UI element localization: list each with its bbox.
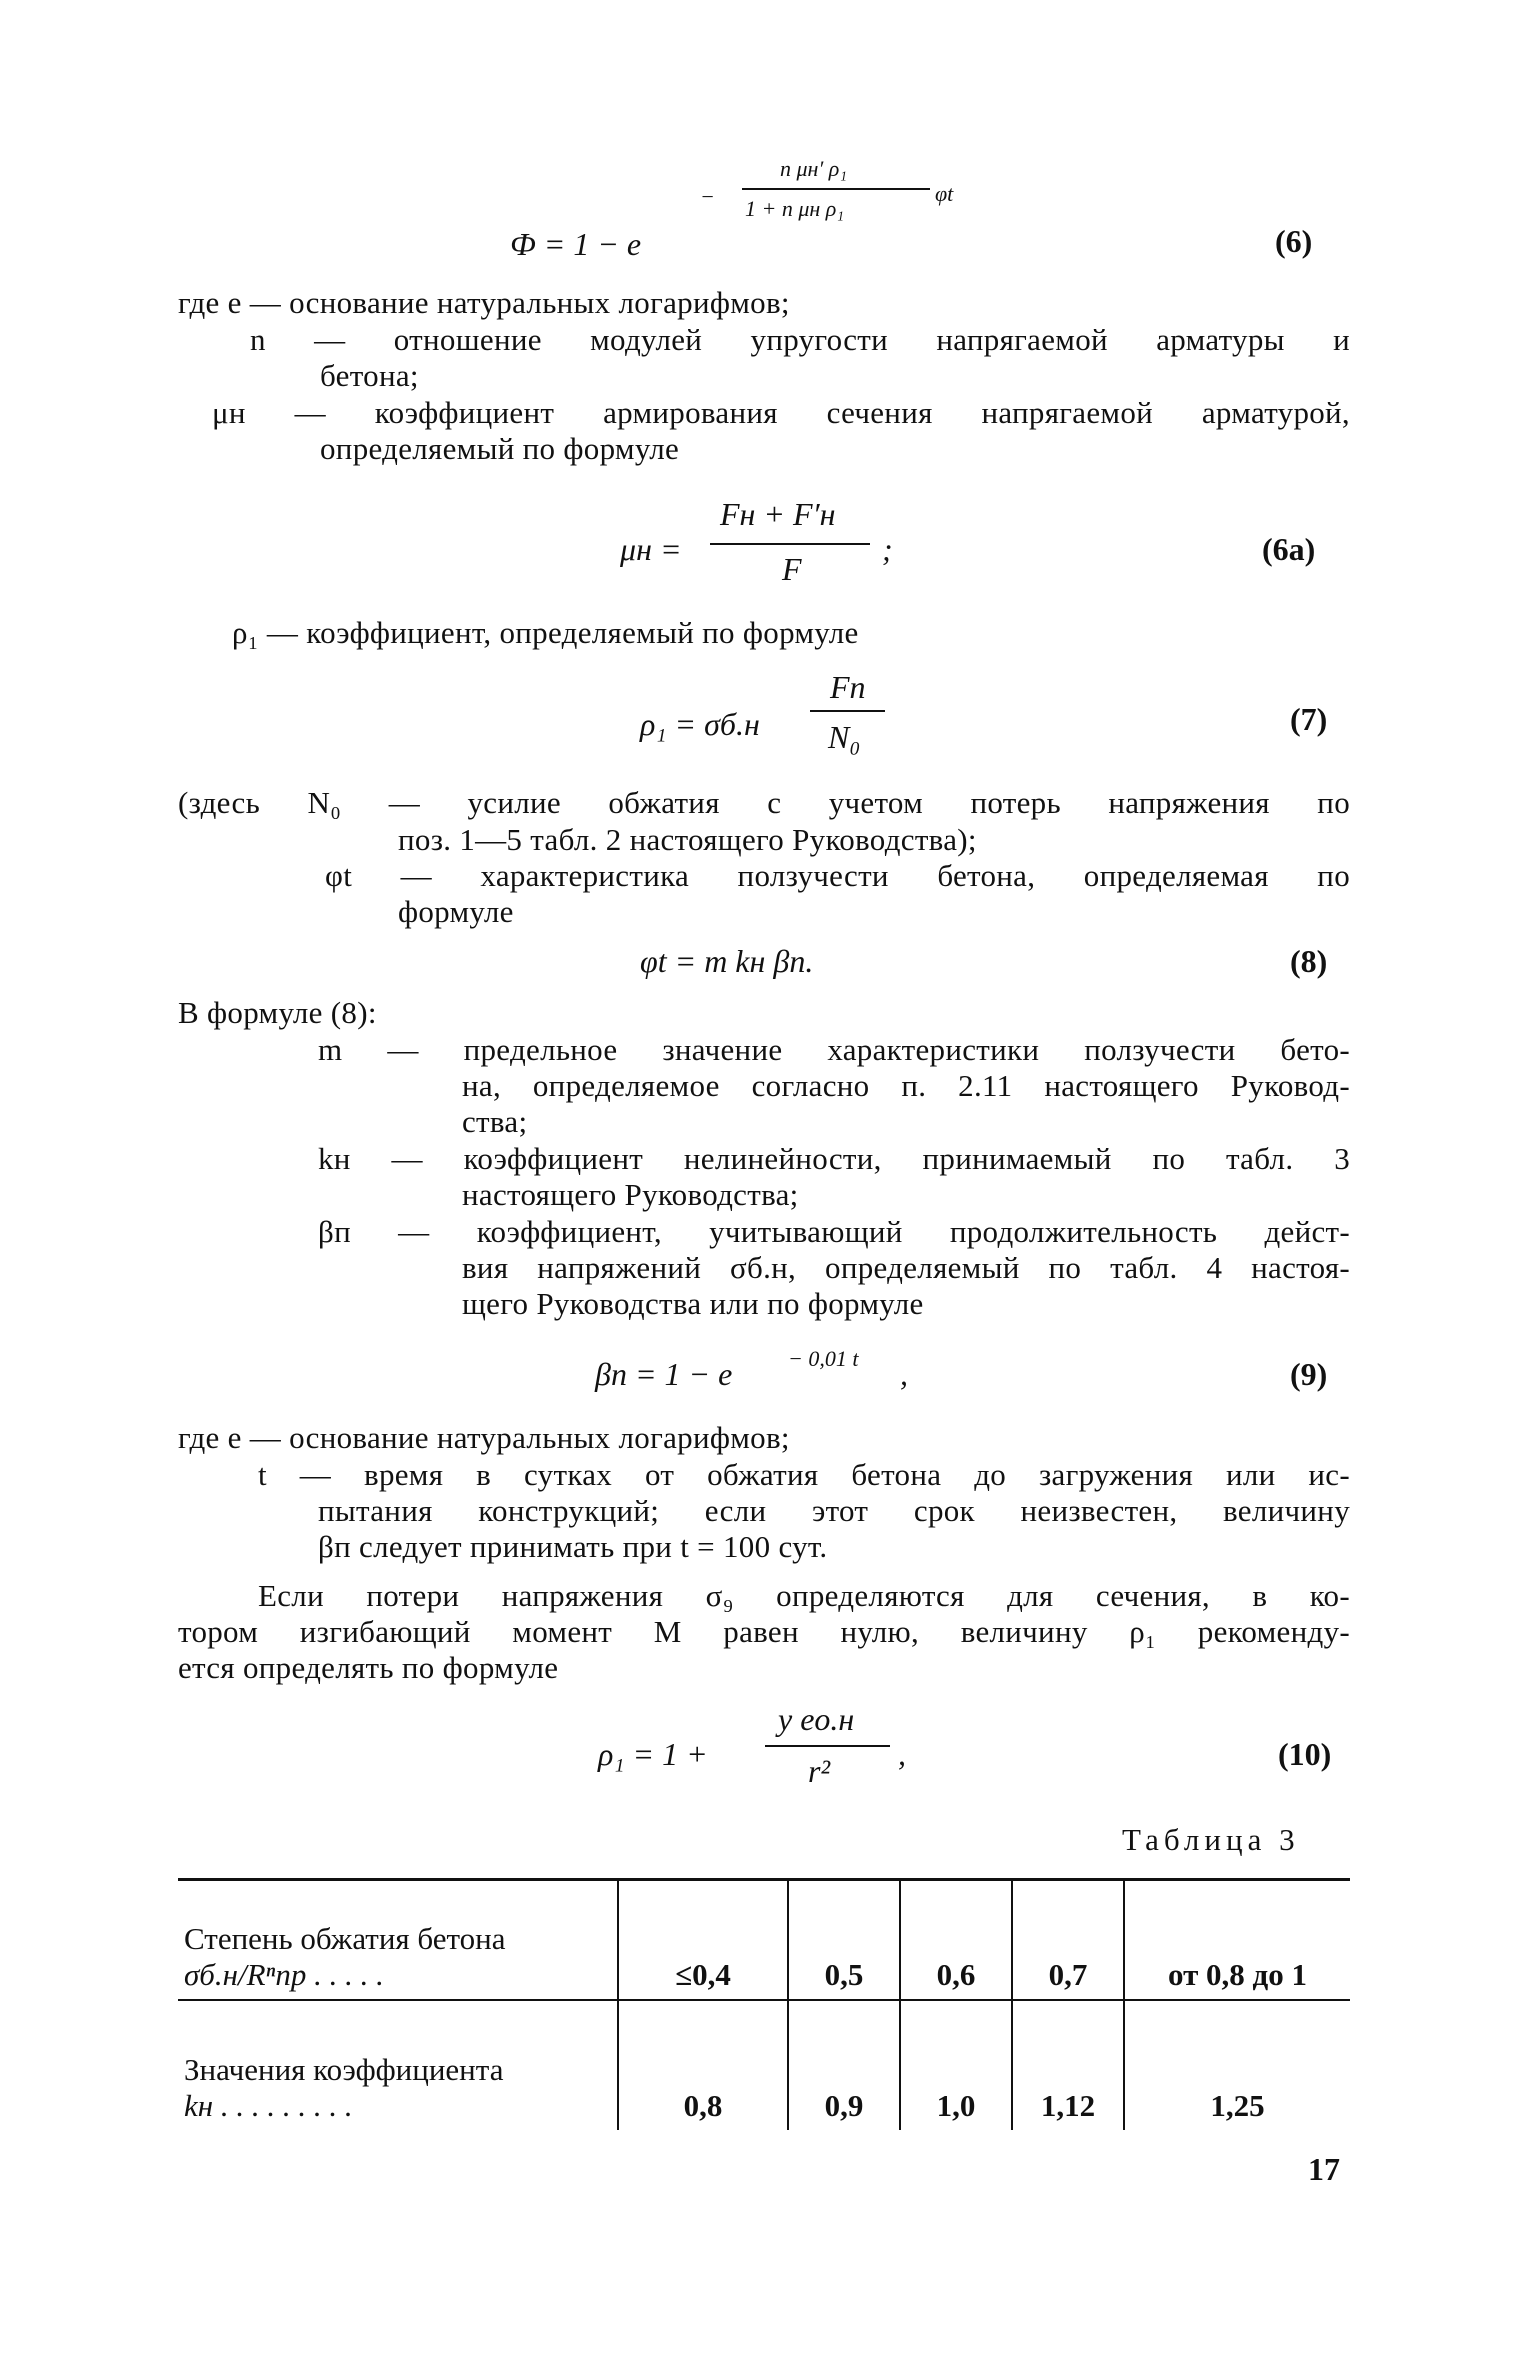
row1-label-line1: Степень обжатия бетона	[184, 1921, 506, 1956]
para-10-line1: Если потери напряжения σ₉ определяются для сечения, в ко-	[258, 1578, 1350, 1613]
formula-7-bar	[810, 710, 885, 712]
row2-label-line1: Значения коэффициента	[184, 2052, 504, 2087]
formula-10-number: (10)	[1278, 1736, 1332, 1772]
def-mu-line1: μн — коэффициент армирования сечения напрягаемой арматурой,	[212, 395, 1350, 430]
table-cell: 0,8	[618, 2000, 788, 2130]
formula-10-numerator: y eо.н	[778, 1701, 855, 1737]
def-k-line1: kн — коэффициент нелинейности, принимаемый по табл. 3	[318, 1141, 1350, 1176]
table-cell: 1,12	[1012, 2000, 1124, 2130]
table-3-title: Таблица 3	[1122, 1822, 1300, 1857]
formula-10-tail: ,	[898, 1736, 906, 1772]
def-n0-line1: (здесь N₀ — усилие обжатия с учетом потерь напряжения по	[178, 785, 1350, 820]
def-n0-line2: поз. 1—5 табл. 2 настоящего Руководства);	[398, 822, 977, 857]
para-10-line3: ется определять по формуле	[178, 1650, 559, 1685]
def-b-line3: щего Руководства или по формуле	[462, 1286, 924, 1321]
def-n-line1: n — отношение модулей упругости напрягаемой арматуры и	[250, 322, 1350, 357]
para-10-line2: тором изгибающий момент M равен нулю, величину ρ₁ рекоменду-	[178, 1614, 1350, 1649]
def-m-line1: m — предельное значение характеристики ползучести бето-	[318, 1032, 1350, 1067]
formula-6a-bar	[710, 543, 870, 545]
table-cell: 1,0	[900, 2000, 1012, 2130]
formula-10-bar	[765, 1745, 890, 1747]
formula-6-exp-denominator: 1 + n μн ρ₁	[745, 196, 845, 221]
row1-label-line2: σб.н/Rⁿпр . . . . .	[184, 1957, 384, 1992]
def-t-line2: пытания конструкций; если этот срок неизвестен, величину	[318, 1493, 1350, 1528]
table-row	[178, 2000, 1350, 2130]
formula-6-exp-numerator: n μн′ ρ₁	[780, 156, 847, 181]
formula-9-exp: − 0,01 t	[788, 1346, 859, 1371]
formula-7-lhs: ρ₁ = σб.н	[640, 706, 760, 742]
formula-9-number: (9)	[1290, 1356, 1328, 1392]
table-3	[178, 1880, 1350, 2130]
page-number: 17	[1308, 2151, 1340, 2187]
row1-label	[178, 1880, 618, 2000]
formula-6a-lhs: μн =	[620, 531, 682, 567]
table-cell: 0,6	[900, 1880, 1012, 2000]
formula-6a-tail: ;	[882, 531, 893, 567]
def-rho: ρ₁ — коэффициент, определяемый по формуле	[232, 615, 859, 650]
formula-6-lhs: Ф = 1 − e	[510, 226, 642, 262]
row2-label	[178, 2000, 618, 2130]
in-formula-8: В формуле (8):	[178, 995, 377, 1030]
table-cell: от 0,8 до 1	[1124, 1880, 1350, 2000]
formula-7-number: (7)	[1290, 701, 1328, 737]
def-m-line3: ства;	[462, 1104, 528, 1139]
def-mu-line2: определяемый по формуле	[320, 431, 680, 466]
formula-6a-number: (6а)	[1262, 531, 1316, 567]
def-m-line2: на, определяемое согласно п. 2.11 настоящего Руковод-	[462, 1068, 1350, 1103]
def-t-line1: t — время в сутках от обжатия бетона до загружения или ис-	[258, 1457, 1350, 1492]
table-cell: 0,7	[1012, 1880, 1124, 2000]
def-phi-line2: формуле	[398, 894, 514, 929]
formula-7-numerator: Fп	[830, 669, 866, 705]
row2-label-line2: kн . . . . . . . . .	[184, 2088, 353, 2123]
formula-6-exp-minus: −	[700, 184, 715, 209]
def-b-line1: βп — коэффициент, учитывающий продолжительность дейст-	[318, 1214, 1350, 1249]
formula-8: φt = m kн βп.	[640, 943, 814, 979]
table-cell: 0,5	[788, 1880, 900, 2000]
formula-10-lhs: ρ₁ = 1 +	[598, 1736, 708, 1772]
def-e: где e — основание натуральных логарифмов;	[178, 285, 790, 320]
table-cell: 1,25	[1124, 2000, 1350, 2130]
table-cell: ≤0,4	[618, 1880, 788, 2000]
formula-10-denominator: r²	[808, 1753, 831, 1789]
formula-9-tail: ,	[900, 1356, 908, 1392]
formula-6-number: (6)	[1275, 223, 1313, 259]
table-cell: 0,9	[788, 2000, 900, 2130]
def-phi-line1: φt — характеристика ползучести бетона, определяемая по	[325, 858, 1350, 893]
formula-8-number: (8)	[1290, 943, 1328, 979]
def-b-line2: вия напряжений σб.н, определяемый по табл. 4 настоя-	[462, 1250, 1350, 1285]
formula-9-lhs: βп = 1 − e	[595, 1356, 733, 1392]
formula-6-exp-tail: φt	[935, 181, 954, 206]
formula-7-denominator: N₀	[828, 719, 861, 755]
def-t-line3: βп следует принимать при t = 100 сут.	[318, 1529, 828, 1564]
table-row	[178, 1880, 1350, 2000]
formula-6a-denominator: F	[782, 551, 802, 587]
def-e-2: где e — основание натуральных логарифмов;	[178, 1420, 790, 1455]
def-k-line2: настоящего Руководства;	[462, 1177, 799, 1212]
def-n-line2: бетона;	[320, 358, 419, 393]
formula-6a-numerator: Fн + F′н	[720, 496, 836, 532]
